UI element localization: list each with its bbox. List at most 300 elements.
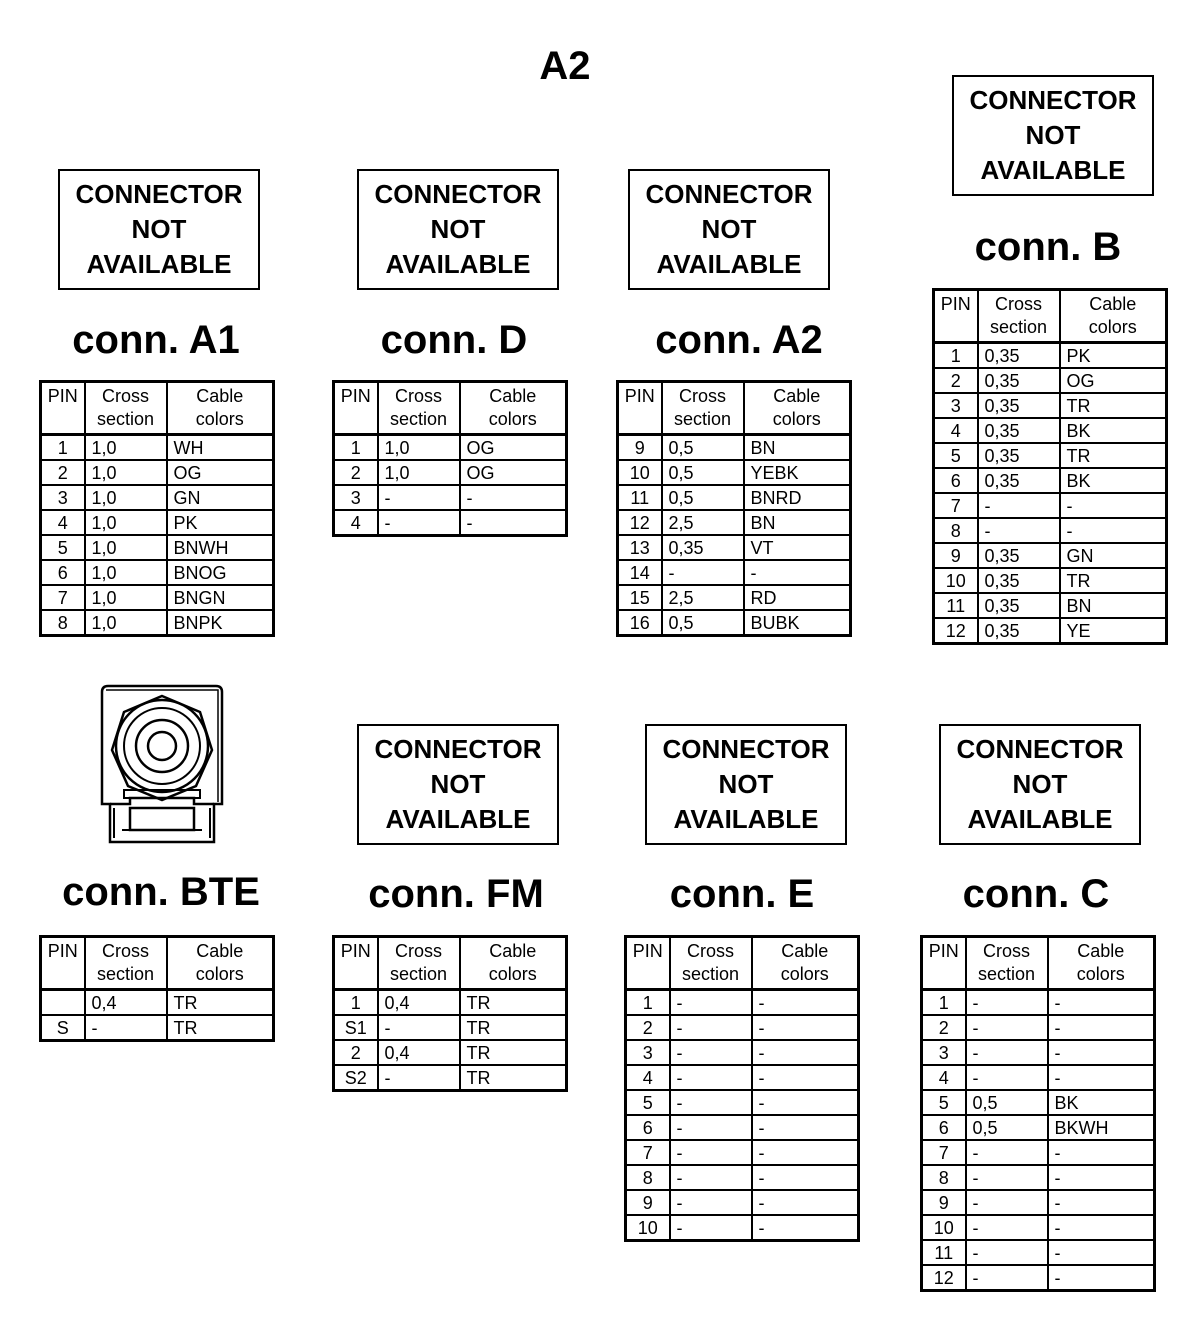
pin-cell: 8 xyxy=(934,518,978,543)
cross-section-cell: - xyxy=(670,1140,752,1165)
cross-section-cell: 0,5 xyxy=(966,1090,1048,1115)
pin-cell: 4 xyxy=(934,418,978,443)
table-row xyxy=(334,435,567,461)
pin-cell: 10 xyxy=(637,1217,658,1238)
table-row xyxy=(626,1190,859,1215)
cable-color-cell: OG xyxy=(167,460,274,485)
cable-color-cell: BN xyxy=(1060,593,1167,618)
header-cable-label: Cable xyxy=(196,386,244,406)
header-colors-label: colors xyxy=(488,409,537,429)
cross-section-cell: 1,0 xyxy=(85,610,167,636)
table-row xyxy=(41,1015,274,1041)
cross-section-cell: - xyxy=(378,1015,460,1040)
cable-color-cell: TR xyxy=(1060,393,1167,418)
cross-section-cell: - xyxy=(966,1015,1048,1040)
cable-color-cell: - xyxy=(752,1015,859,1040)
table-row xyxy=(626,1090,859,1115)
na-line1: CONNECTOR xyxy=(969,85,1137,115)
table-row xyxy=(922,1090,1155,1115)
na-line2: NOT xyxy=(1025,120,1081,150)
cable-color-cell: - xyxy=(752,1165,859,1190)
header-pin-label: PIN xyxy=(340,941,371,961)
pin-cell: 14 xyxy=(618,560,662,585)
cable-color-cell: BN xyxy=(744,510,851,535)
pin-cell: 9 xyxy=(934,543,978,568)
pin-table-a1 xyxy=(39,380,275,637)
table-row xyxy=(618,560,851,585)
na-line1: CONNECTOR xyxy=(374,179,542,209)
pin-cell: S xyxy=(56,1017,69,1038)
not-available-box-fm xyxy=(357,724,559,845)
cable-color-cell: - xyxy=(460,485,567,510)
table-row xyxy=(334,990,567,1016)
header-cable-label: Cable xyxy=(196,941,244,961)
cross-section-cell: - xyxy=(670,1215,752,1241)
header-colors-label: colors xyxy=(195,964,244,984)
not-available-box-a2 xyxy=(628,169,830,290)
na-line1: CONNECTOR xyxy=(645,179,813,209)
cross-section-cell: - xyxy=(978,493,1060,518)
page-title: A2 xyxy=(539,44,591,88)
not-available-box-a1 xyxy=(58,169,260,290)
pin-cell: 4 xyxy=(922,1065,966,1090)
table-row xyxy=(334,1065,567,1091)
pin-cell: 6 xyxy=(41,560,85,585)
table-row xyxy=(922,1115,1155,1140)
cable-color-cell: TR xyxy=(460,1065,567,1091)
header-cable-colors xyxy=(752,937,859,990)
cross-section-cell: - xyxy=(966,990,1048,1016)
conn-title-b: conn. B xyxy=(974,225,1122,269)
header-colors-label: colors xyxy=(780,964,829,984)
cable-color-cell: WH xyxy=(167,435,274,461)
cable-color-cell: TR xyxy=(460,990,567,1016)
header-cross-section xyxy=(378,382,460,435)
cross-section-cell: 0,35 xyxy=(662,535,744,560)
cable-color-cell: BN xyxy=(744,435,851,461)
cross-section-cell: 0,35 xyxy=(978,568,1060,593)
pin-cell: 13 xyxy=(618,535,662,560)
header-cross-section xyxy=(85,937,167,990)
cable-color-cell: - xyxy=(1060,493,1167,518)
pin-cell: 3 xyxy=(934,393,978,418)
cross-section-cell: - xyxy=(670,1115,752,1140)
pin-cell: 4 xyxy=(41,510,85,535)
na-line3: AVAILABLE xyxy=(967,804,1113,834)
table-row xyxy=(618,460,851,485)
cross-section-cell: - xyxy=(966,1215,1048,1240)
cross-section-cell: - xyxy=(966,1240,1048,1265)
table-row xyxy=(626,1015,859,1040)
cable-color-cell: - xyxy=(752,1140,859,1165)
cable-color-cell: - xyxy=(752,1065,859,1090)
cable-color-cell: - xyxy=(1048,1065,1155,1090)
cross-section-cell: 1,0 xyxy=(85,560,167,585)
cable-color-cell: - xyxy=(1048,1040,1155,1065)
header-row xyxy=(41,382,274,435)
cross-section-cell: 0,35 xyxy=(978,443,1060,468)
pin-table-a2 xyxy=(616,380,852,637)
table-row xyxy=(922,1015,1155,1040)
na-line3: AVAILABLE xyxy=(86,249,232,279)
not-available-box-c xyxy=(939,724,1141,845)
header-pin-label: PIN xyxy=(47,386,78,406)
header-cable-label: Cable xyxy=(1089,294,1137,314)
conn-title-a2: conn. A2 xyxy=(655,318,823,362)
table-row xyxy=(618,585,851,610)
na-line1: CONNECTOR xyxy=(662,734,830,764)
header-cross-label: Cross xyxy=(394,386,442,406)
pin-cell: 1 xyxy=(334,990,378,1016)
table-row xyxy=(626,1165,859,1190)
header-pin xyxy=(934,290,978,343)
header-colors-label: colors xyxy=(1076,964,1125,984)
cross-section-cell: 1,0 xyxy=(85,460,167,485)
pin-cell: 16 xyxy=(629,612,650,633)
header-cross-label: Cross xyxy=(686,941,734,961)
table-row xyxy=(626,1115,859,1140)
cable-color-cell: TR xyxy=(1060,568,1167,593)
header-pin-label: PIN xyxy=(928,941,959,961)
pin-cell: 10 xyxy=(922,1215,966,1240)
pin-cell: 15 xyxy=(618,585,662,610)
header-pin xyxy=(922,937,966,990)
table-row xyxy=(626,1140,859,1165)
table-row xyxy=(922,1165,1155,1190)
cable-color-cell: YE xyxy=(1060,618,1167,644)
cross-section-cell: 0,4 xyxy=(85,990,167,1016)
cable-color-cell: BNPK xyxy=(167,610,274,636)
cable-color-cell: - xyxy=(1048,1215,1155,1240)
header-row xyxy=(922,937,1155,990)
cable-color-cell: TR xyxy=(1060,443,1167,468)
header-cable-colors xyxy=(460,937,567,990)
cross-section-cell: - xyxy=(966,1265,1048,1291)
table-row xyxy=(934,593,1167,618)
pin-cell: 9 xyxy=(626,1190,670,1215)
header-cross-section xyxy=(978,290,1060,343)
cross-section-cell: 0,4 xyxy=(378,990,460,1016)
header-cross-section xyxy=(670,937,752,990)
header-pin-label: PIN xyxy=(940,294,971,314)
na-line3: AVAILABLE xyxy=(673,804,819,834)
cross-section-cell: 1,0 xyxy=(378,460,460,485)
header-section-label: section xyxy=(681,964,740,984)
cross-section-cell: - xyxy=(670,1015,752,1040)
header-row xyxy=(934,290,1167,343)
cross-section-cell: 2,5 xyxy=(662,510,744,535)
na-line2: NOT xyxy=(718,769,774,799)
header-cross-section xyxy=(966,937,1048,990)
cable-color-cell: OG xyxy=(460,435,567,461)
cable-color-cell: - xyxy=(1048,1265,1155,1291)
table-row xyxy=(334,460,567,485)
table-row xyxy=(934,568,1167,593)
pin-table-bte xyxy=(39,935,275,1042)
pin-cell: S2 xyxy=(344,1067,367,1088)
table-row xyxy=(934,393,1167,418)
header-cross-section xyxy=(378,937,460,990)
header-section-label: section xyxy=(389,964,448,984)
cable-color-cell: BNOG xyxy=(167,560,274,585)
cable-color-cell: BKWH xyxy=(1048,1115,1155,1140)
header-cross-label: Cross xyxy=(678,386,726,406)
cross-section-cell: 0,35 xyxy=(978,543,1060,568)
table-row xyxy=(334,1015,567,1040)
cross-section-cell: 1,0 xyxy=(85,485,167,510)
header-cable-colors xyxy=(167,937,274,990)
header-pin xyxy=(41,382,85,435)
table-row xyxy=(626,990,859,1016)
pin-cell: 8 xyxy=(626,1165,670,1190)
header-section-label: section xyxy=(389,409,448,429)
table-row xyxy=(41,535,274,560)
header-pin xyxy=(41,937,85,990)
conn-title-fm: conn. FM xyxy=(368,872,544,916)
pin-cell: 11 xyxy=(934,593,978,618)
na-line3: AVAILABLE xyxy=(385,804,531,834)
pin-cell: 7 xyxy=(626,1140,670,1165)
header-colors-label: colors xyxy=(772,409,821,429)
cable-color-cell: - xyxy=(1048,1140,1155,1165)
cross-section-cell: 0,5 xyxy=(662,460,744,485)
cross-section-cell: - xyxy=(662,560,744,585)
cable-color-cell: - xyxy=(1048,1015,1155,1040)
na-line1: CONNECTOR xyxy=(374,734,542,764)
table-row xyxy=(922,1265,1155,1291)
pin-cell: 6 xyxy=(922,1115,966,1140)
cable-color-cell: - xyxy=(1048,1240,1155,1265)
cross-section-cell: - xyxy=(378,510,460,536)
header-pin-label: PIN xyxy=(340,386,371,406)
table-row xyxy=(934,368,1167,393)
header-pin-label: PIN xyxy=(624,386,655,406)
table-row xyxy=(922,1040,1155,1065)
cable-color-cell: PK xyxy=(1060,343,1167,369)
table-row xyxy=(41,560,274,585)
pin-cell: 9 xyxy=(618,435,662,461)
cross-section-cell: 1,0 xyxy=(85,535,167,560)
table-row xyxy=(41,460,274,485)
cable-color-cell: BNWH xyxy=(167,535,274,560)
conn-title-a1: conn. A1 xyxy=(72,318,240,362)
pin-cell: 6 xyxy=(934,468,978,493)
header-cable-label: Cable xyxy=(489,941,537,961)
table-row xyxy=(934,618,1167,644)
conn-title-e: conn. E xyxy=(669,872,815,916)
pin-cell: 12 xyxy=(618,510,662,535)
na-line2: NOT xyxy=(701,214,757,244)
table-row xyxy=(934,418,1167,443)
table-row xyxy=(618,610,851,636)
cable-color-cell: TR xyxy=(167,990,274,1016)
cable-color-cell: GN xyxy=(1060,543,1167,568)
cable-color-cell: - xyxy=(1048,1190,1155,1215)
cross-section-cell: 0,5 xyxy=(662,435,744,461)
cross-section-cell: - xyxy=(670,990,752,1016)
table-row xyxy=(934,343,1167,369)
table-row xyxy=(922,990,1155,1016)
cable-color-cell: BK xyxy=(1060,468,1167,493)
pin-cell: 5 xyxy=(626,1090,670,1115)
pin-cell: 5 xyxy=(934,443,978,468)
na-line2: NOT xyxy=(131,214,187,244)
header-section-label: section xyxy=(96,964,155,984)
cable-color-cell: BK xyxy=(1060,418,1167,443)
cable-color-cell: GN xyxy=(167,485,274,510)
table-row xyxy=(626,1040,859,1065)
header-row xyxy=(334,382,567,435)
cross-section-cell: - xyxy=(966,1040,1048,1065)
header-pin xyxy=(334,937,378,990)
cross-section-cell: 0,35 xyxy=(978,618,1060,644)
cable-color-cell: - xyxy=(752,1040,859,1065)
not-available-box-e xyxy=(645,724,847,845)
cable-color-cell: OG xyxy=(1060,368,1167,393)
pin-cell: 5 xyxy=(41,535,85,560)
header-row xyxy=(334,937,567,990)
header-pin xyxy=(334,382,378,435)
pin-cell: 8 xyxy=(57,612,68,633)
cross-section-cell: - xyxy=(966,1190,1048,1215)
table-row xyxy=(334,1040,567,1065)
cable-color-cell: - xyxy=(1048,990,1155,1016)
pin-cell: 7 xyxy=(922,1140,966,1165)
table-row xyxy=(618,485,851,510)
pin-cell: 12 xyxy=(933,1267,954,1288)
header-pin-label: PIN xyxy=(47,941,78,961)
header-cable-colors xyxy=(1048,937,1155,990)
cable-color-cell: TR xyxy=(460,1015,567,1040)
table-row xyxy=(41,610,274,636)
cross-section-cell: 0,35 xyxy=(978,343,1060,369)
table-row xyxy=(618,510,851,535)
header-cable-colors xyxy=(167,382,274,435)
cross-section-cell: - xyxy=(966,1065,1048,1090)
header-row xyxy=(618,382,851,435)
cable-color-cell: - xyxy=(752,1215,859,1241)
cable-color-cell: TR xyxy=(167,1015,274,1041)
na-line1: CONNECTOR xyxy=(75,179,243,209)
table-row xyxy=(934,543,1167,568)
pin-cell: 1 xyxy=(934,343,978,369)
pin-table-e xyxy=(624,935,860,1242)
pin-cell: 7 xyxy=(41,585,85,610)
header-section-label: section xyxy=(989,317,1048,337)
na-line3: AVAILABLE xyxy=(656,249,802,279)
header-cross-label: Cross xyxy=(101,386,149,406)
cross-section-cell: 1,0 xyxy=(378,435,460,461)
table-row xyxy=(626,1065,859,1090)
pin-cell: 2 xyxy=(922,1015,966,1040)
pin-cell: 7 xyxy=(934,493,978,518)
header-colors-label: colors xyxy=(1088,317,1137,337)
cross-section-cell: - xyxy=(966,1140,1048,1165)
cable-color-cell: BUBK xyxy=(744,610,851,636)
pin-cell: 1 xyxy=(41,435,85,461)
pin-table-c xyxy=(920,935,1156,1292)
cable-color-cell: VT xyxy=(744,535,851,560)
pin-cell: 3 xyxy=(922,1040,966,1065)
header-cross-label: Cross xyxy=(994,294,1042,314)
cross-section-cell: - xyxy=(978,518,1060,543)
header-cross-label: Cross xyxy=(982,941,1030,961)
cable-color-cell: - xyxy=(1060,518,1167,543)
conn-title-c: conn. C xyxy=(962,872,1110,916)
pin-cell: S1 xyxy=(334,1015,378,1040)
header-cross-label: Cross xyxy=(101,941,149,961)
header-cross-section xyxy=(85,382,167,435)
header-pin xyxy=(618,382,662,435)
cross-section-cell: - xyxy=(670,1190,752,1215)
cable-color-cell: BNGN xyxy=(167,585,274,610)
pin-cell: 11 xyxy=(618,485,662,510)
cross-section-cell: - xyxy=(85,1015,167,1041)
pin-table-d xyxy=(332,380,568,537)
cable-color-cell: RD xyxy=(744,585,851,610)
cable-color-cell: - xyxy=(752,1090,859,1115)
cable-color-cell: OG xyxy=(460,460,567,485)
header-section-label: section xyxy=(977,964,1036,984)
header-cable-colors xyxy=(744,382,851,435)
na-line3: AVAILABLE xyxy=(980,155,1126,185)
header-cable-label: Cable xyxy=(773,386,821,406)
cable-color-cell: BK xyxy=(1048,1090,1155,1115)
table-row xyxy=(922,1065,1155,1090)
table-row xyxy=(922,1190,1155,1215)
pin-cell: 2 xyxy=(334,460,378,485)
cable-color-cell: - xyxy=(1048,1165,1155,1190)
cross-section-cell: 2,5 xyxy=(662,585,744,610)
pin-cell: 3 xyxy=(626,1040,670,1065)
table-row xyxy=(934,493,1167,518)
pin-cell xyxy=(41,990,85,1016)
not-available-box-b xyxy=(952,75,1154,196)
cross-section-cell: 0,5 xyxy=(662,610,744,636)
table-row xyxy=(41,585,274,610)
pin-cell: 10 xyxy=(934,568,978,593)
table-row xyxy=(41,990,274,1016)
cross-section-cell: - xyxy=(670,1040,752,1065)
header-cable-label: Cable xyxy=(1077,941,1125,961)
cross-section-cell: - xyxy=(670,1065,752,1090)
cross-section-cell: - xyxy=(670,1090,752,1115)
header-cross-section xyxy=(662,382,744,435)
table-row xyxy=(922,1140,1155,1165)
cross-section-cell: 0,35 xyxy=(978,393,1060,418)
header-cable-label: Cable xyxy=(489,386,537,406)
table-row xyxy=(618,535,851,560)
pin-cell: 1 xyxy=(334,435,378,461)
header-row xyxy=(626,937,859,990)
pin-cell: 1 xyxy=(922,990,966,1016)
pin-cell: 3 xyxy=(334,485,378,510)
cable-color-cell: YEBK xyxy=(744,460,851,485)
pin-cell: 12 xyxy=(945,620,966,641)
table-row xyxy=(922,1240,1155,1265)
header-cable-colors xyxy=(460,382,567,435)
header-colors-label: colors xyxy=(195,409,244,429)
conn-title-bte: conn. BTE xyxy=(62,870,260,914)
table-row xyxy=(626,1215,859,1241)
cable-color-cell: - xyxy=(460,510,567,536)
table-row xyxy=(934,443,1167,468)
cross-section-cell: 1,0 xyxy=(85,510,167,535)
pin-cell: 6 xyxy=(626,1115,670,1140)
pin-cell: 2 xyxy=(334,1040,378,1065)
table-row xyxy=(41,510,274,535)
table-row xyxy=(922,1215,1155,1240)
